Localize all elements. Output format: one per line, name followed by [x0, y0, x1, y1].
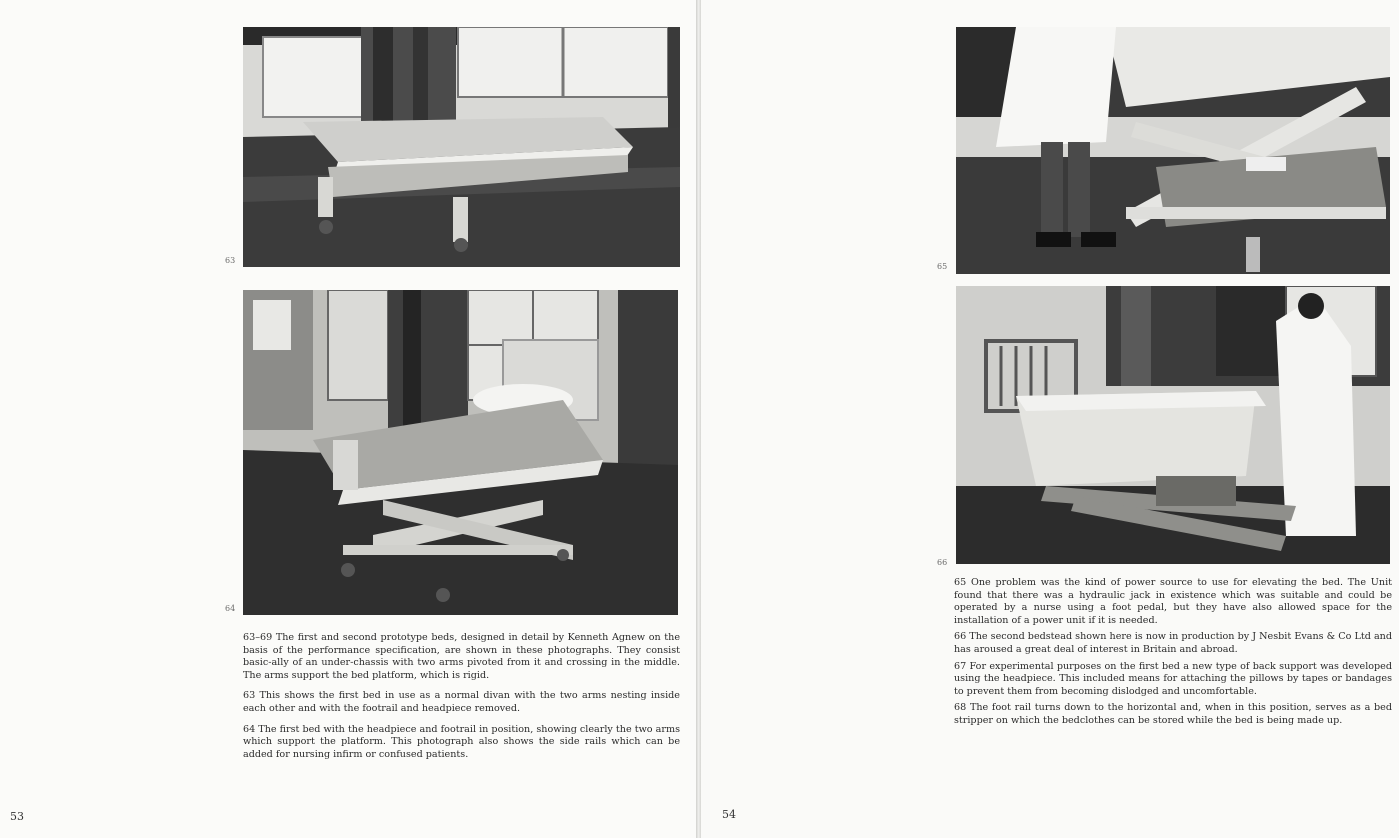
- right-page: [701, 0, 1399, 838]
- caption-block-left: [243, 632, 680, 769]
- caption-65: 65 One problem was the kind of power source to use for elevating the bed. The Unit found that there was a hydraulic jack in existence which was suitable and could be operated by a nurse using a foot pedal, but they have also allowed space for the installation of a power unit if it is needed.: [954, 577, 1392, 626]
- page-number-left: 53: [10, 810, 24, 823]
- caption-68: 68 The foot rail turns down to the horizontal and, when in this position, serves as a bed stripper on which the bedclothes can be stored while the bed is being made up.: [954, 702, 1392, 726]
- photo-figure-64: [243, 290, 678, 615]
- photo-figure-65: [956, 27, 1390, 274]
- photo-figure-66: [956, 286, 1390, 564]
- figure-label-65: 65: [937, 262, 948, 271]
- figure-label-66: 66: [937, 558, 948, 567]
- page-number-right: 54: [722, 808, 736, 821]
- caption-block-right: [954, 577, 1392, 732]
- caption-63-69: 63–69 The first and second prototype beds, designed in detail by Kenneth Agnew on the basis of the performance specification, are shown in these photographs. They consist basic-ally of an under-chassis with two arms pivoted from it and crossing in the middle. The arms support the bed platform, which is rigid.: [243, 632, 680, 681]
- caption-64: 64 The first bed with the headpiece and footrail in position, showing clearly the two arms which support the platform. This photograph also shows the side rails which can be added for nursing infirm or confused patients.: [243, 723, 680, 760]
- photo-figure-63: [243, 27, 680, 267]
- caption-67: 67 For experimental purposes on the first bed a new type of back support was developed using the headpiece. This included means for attaching the pillows by tapes or bandages to prevent them from becoming dislodged and uncomfortable.: [954, 660, 1392, 697]
- caption-66: 66 The second bedstead shown here is now in production by J Nesbit Evans & Co Ltd and has aroused a great deal of interest in Britain and abroad.: [954, 631, 1392, 655]
- left-page: [0, 0, 696, 838]
- caption-63: 63 This shows the first bed in use as a normal divan with the two arms nesting inside each other and with the footrail and headpiece removed.: [243, 690, 680, 714]
- figure-label-63: 63: [225, 256, 236, 265]
- figure-label-64: 64: [225, 604, 236, 613]
